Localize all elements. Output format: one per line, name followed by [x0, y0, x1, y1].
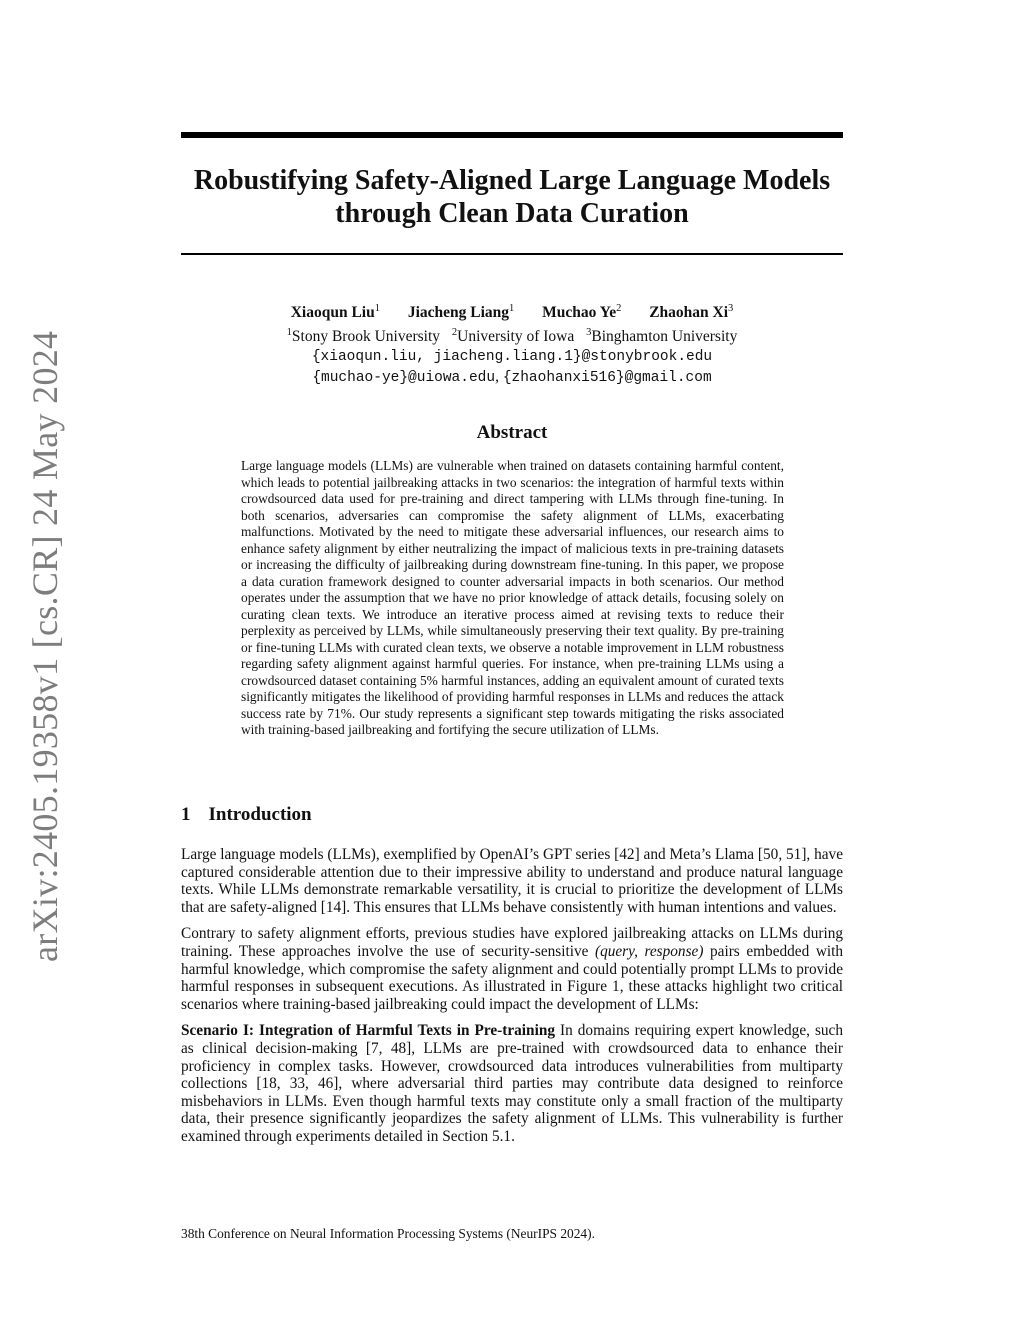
arxiv-identifier: arXiv:2405.19358v1 [cs.CR] 24 May 2024: [25, 330, 65, 962]
affiliation-1: $^1$Stony Brook University: [286, 327, 441, 346]
email-line-1: {xiaoqun.liu, jiacheng.liang.1}@stonybrook.edu: [311, 349, 713, 366]
affiliation-2: $^2$University of Iowa: [451, 327, 575, 346]
author-3: Muchao Ye$^2$: [542, 303, 622, 322]
email-uiowa: {muchao-ye}@uiowa.edu: [312, 370, 496, 387]
affiliation-3: $^3$Binghamton University: [586, 327, 738, 346]
title-top-rule: [181, 132, 843, 138]
title-line-1: Robustifying Safety-Aligned Large Language Models: [193, 165, 831, 196]
author-block: [181, 299, 843, 388]
paper-title: [181, 164, 843, 230]
affiliations: [181, 323, 843, 347]
intro-paragraph-1: Large language models (LLMs), exemplified by OpenAI’s GPT series [42] and Meta’s Llama [50, 51], have captured considerable attention due to their impressive ability to understand and produce natural language texts. While LLMs demonstrate remarkable versatility, it is crucial to prioritize the development of LLMs that are safety-aligned [14]. This ensures that LLMs behave consistently with human intentions and values.: [181, 846, 843, 916]
abstract-heading: Abstract: [476, 422, 548, 443]
introduction-body: [181, 846, 843, 1155]
section-heading: [181, 804, 312, 826]
email-line-2: [181, 367, 843, 388]
intro-paragraph-3: Scenario I: Integration of Harmful Texts in Pre-training In domains requiring expert knowledge, such as clinical decision-making [7, 48], LLMs are pre-trained with crowdsourced data to enhance their proficiency in complex tasks. However, crowdsourced data introduces vulnerabilities from multiparty collections [18, 33, 46], where adversarial third parties may contribute data designed to reinforce misbehaviors in LLMs. Even though harmful texts may constitute only a small fraction of the multiparty data, their presence significantly jeopardizes the safety alignment of LLMs. This vulnerability is further examined through experiments detailed in Section 5.1.: [181, 1022, 843, 1145]
author-2: Jiacheng Liang$^1$: [407, 303, 515, 322]
query-response-term: (query, response): [595, 942, 704, 960]
author-names: [181, 299, 843, 323]
title-bottom-rule: [181, 253, 843, 255]
title-line-2: through Clean Data Curation: [335, 198, 689, 229]
section-number: 1: [181, 804, 191, 825]
intro-paragraph-2: Contrary to safety alignment efforts, previous studies have explored jailbreaking attacks on LLMs during training. These approaches involve the use of security-sensitive (query, response) pairs embedded with harmful knowledge, which compromise the safety alignment and could potentially prompt LLMs to provide harmful responses in subsequent executions. As illustrated in Figure 1, these attacks highlight two critical scenarios where training-based jailbreaking could impact the development of LLMs:: [181, 925, 844, 1013]
author-4: Zhaohan Xi$^3$: [649, 303, 734, 322]
email-separator: ,: [495, 368, 503, 386]
scenario-1-heading: Scenario I: Integration of Harmful Texts in Pre-training: [181, 1022, 555, 1040]
abstract-text: Large language models (LLMs) are vulnerable when trained on datasets containing harmful content, which leads to potential jailbreaking attacks in two scenarios: the integration of harmful texts within crowdsourced data used for pre-training and direct tampering with LLMs through fine-tuning. In both scenarios, adversaries can compromise the safety alignment of LLMs, exacerbating malfunctions. Motivated by the need to mitigate these adversarial influences, our research aims to enhance safety alignment by either neutralizing the impact of malicious texts in pre-training datasets or increasing the difficulty of jailbreaking during downstream fine-tuning. In this paper, we propose a data curation framework designed to counter adversarial impacts in both scenarios. Our method operates under the assumption that we have no prior knowledge of attack details, focusing solely on curating clean texts. We introduce an iterative process aimed at revising texts to reduce their perplexity as perceived by LLMs, while simultaneously preserving their text quality. By pre-training or fine-tuning LLMs with curated clean texts, we observe a notable improvement in LLM robustness regarding safety alignment against harmful queries. For instance, when pre-training LLMs using a crowdsourced dataset containing 5% harmful instances, adding an equivalent amount of curated texts significantly mitigates the likelihood of providing harmful responses in LLMs and reduces the attack success rate by 71%. Our study represents a significant step towards mitigating the risks associated with training-based jailbreaking and fortifying the secure utilization of LLMs.: [241, 458, 784, 737]
section-title: Introduction: [208, 804, 312, 825]
email-gmail: {zhaohanxi516}@gmail.com: [502, 370, 712, 387]
author-1: Xiaoqun Liu$^1$: [290, 303, 380, 322]
conference-footnote: 38th Conference on Neural Information Processing Systems (NeurIPS 2024).: [181, 1226, 595, 1241]
